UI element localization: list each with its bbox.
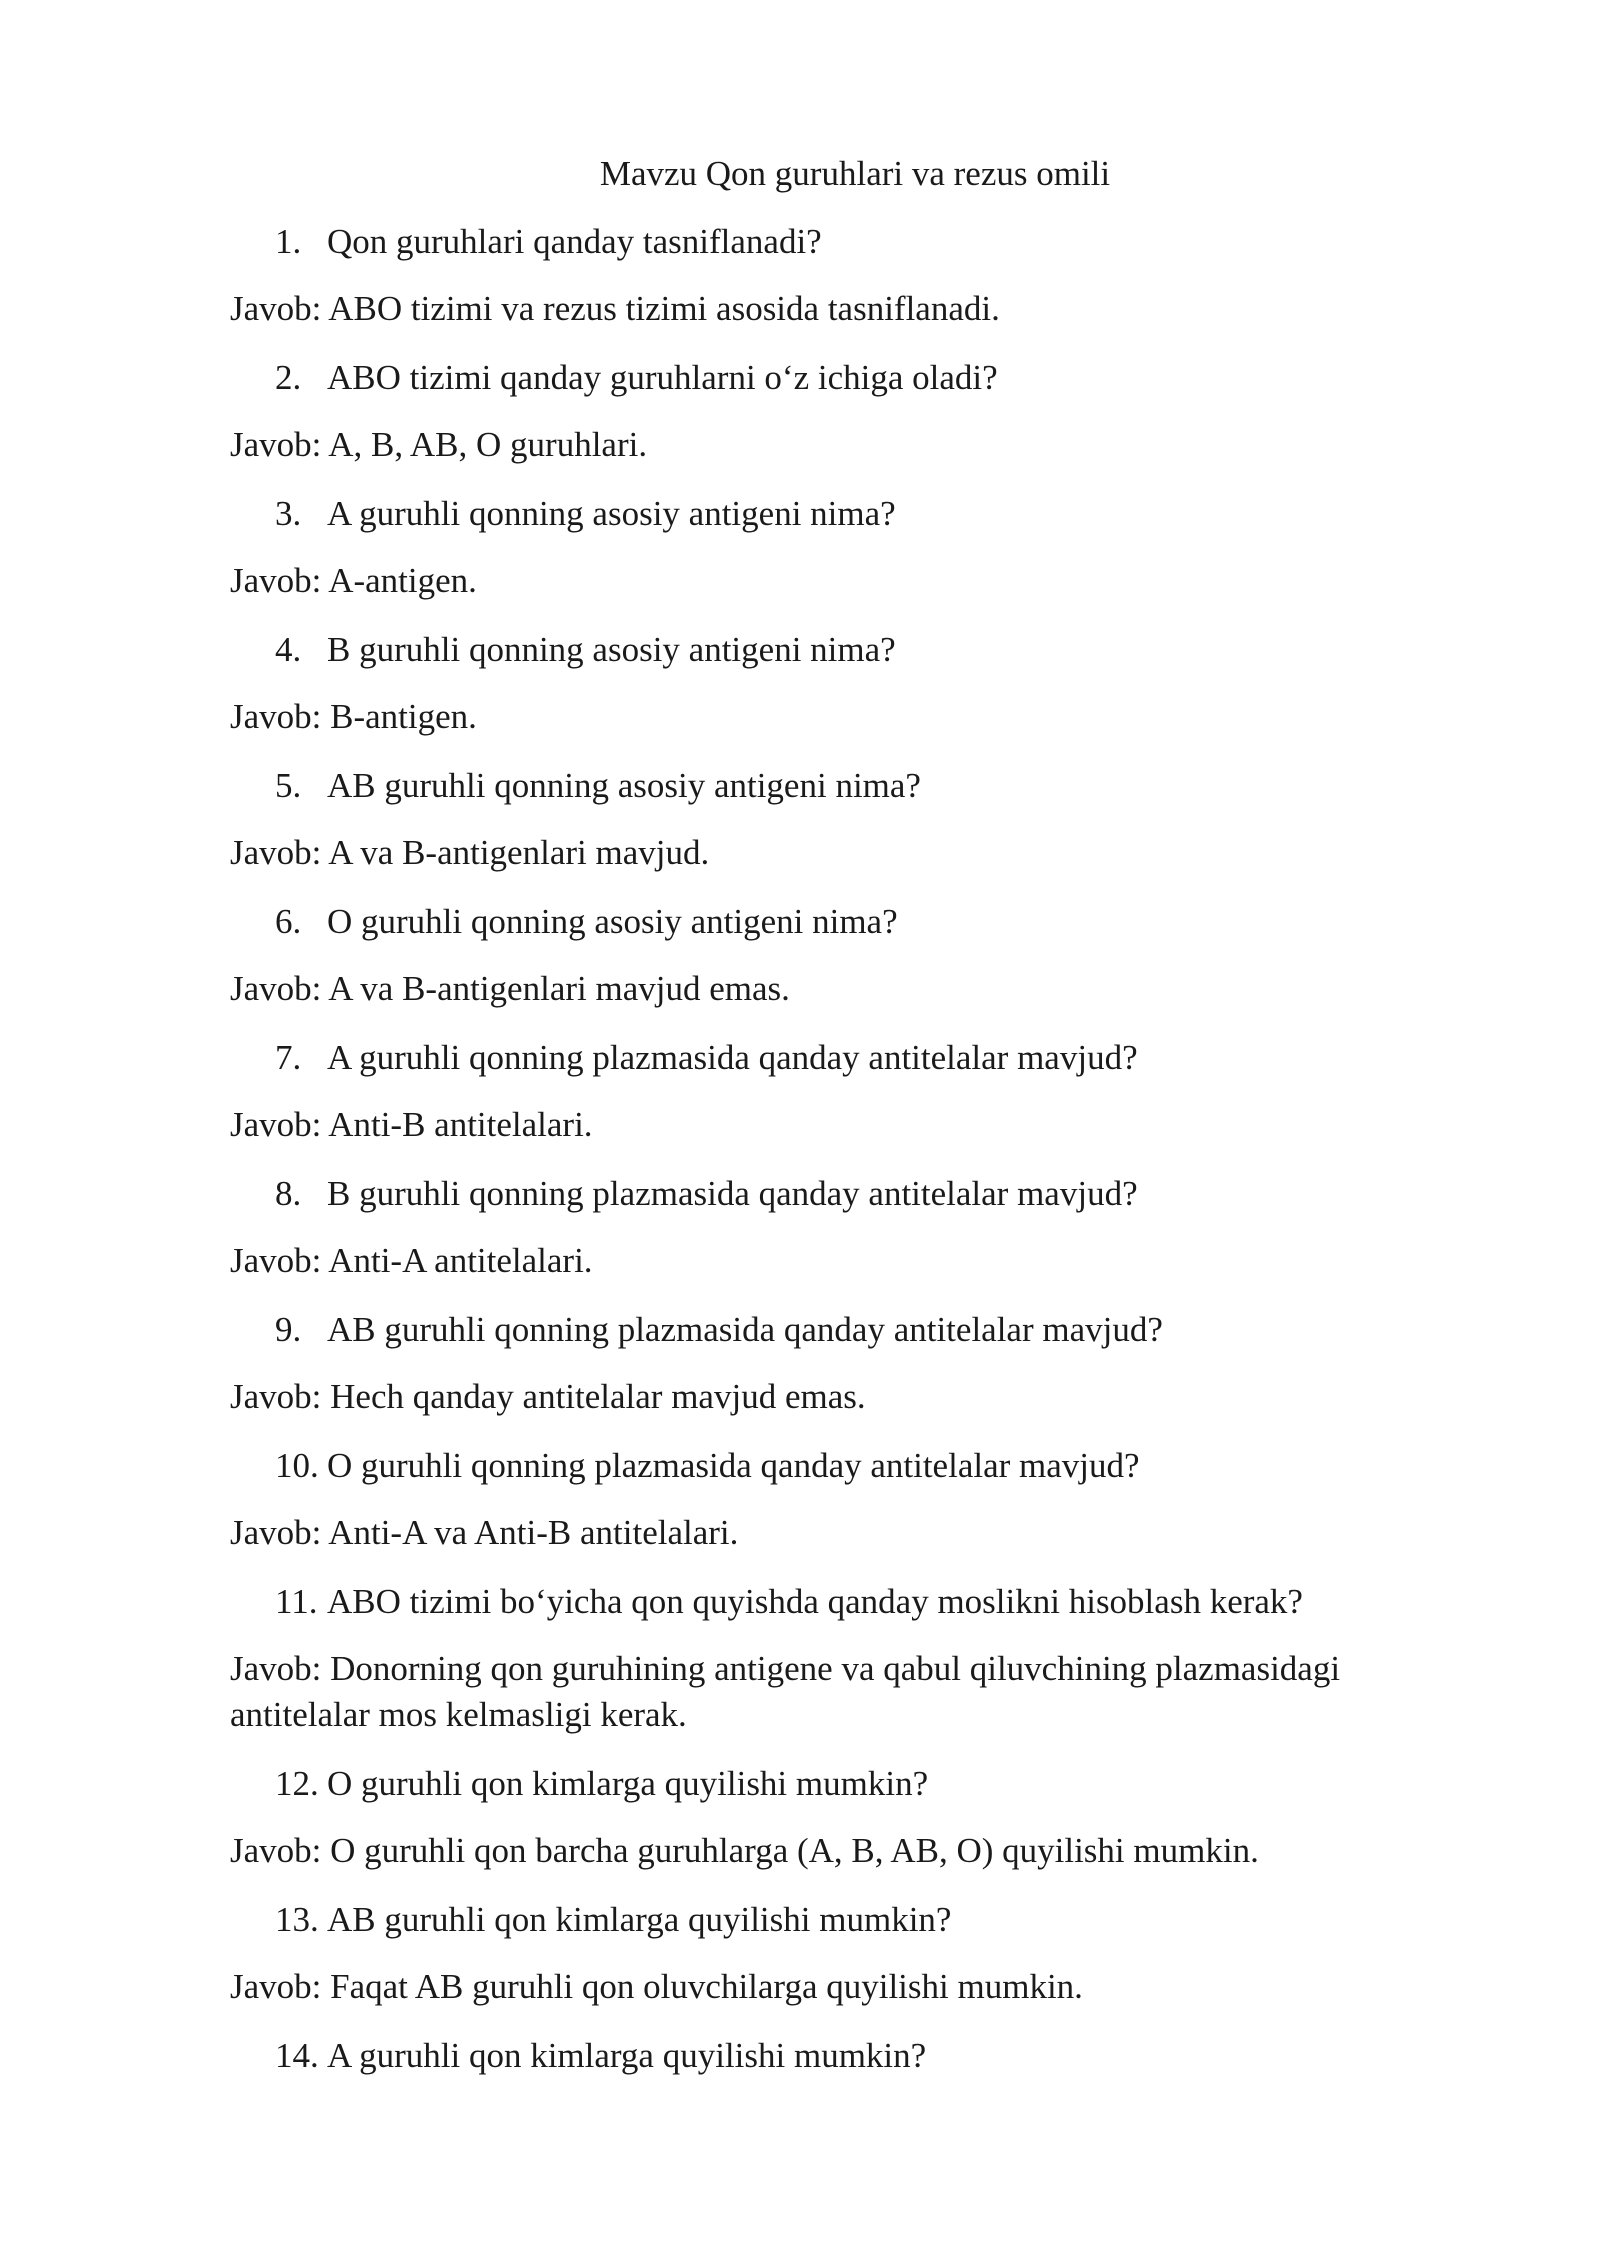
question-text: A guruhli qonning asosiy antigeni nima? — [327, 494, 896, 533]
question-item — [0, 1442, 1600, 1510]
question-text: ABO tizimi bo‘yicha qon quyishda qanday moslikni hisoblash kerak? — [327, 1582, 1303, 1621]
answer-text: Javob: O guruhli qon barcha guruhlarga (A, B, AB, O) quyilishi mumkin. — [230, 1831, 1259, 1870]
question-number: 3. — [275, 494, 302, 533]
question-item — [0, 490, 1600, 558]
question-number: 8. — [275, 1174, 302, 1213]
question-item — [0, 1306, 1600, 1374]
question-item — [0, 218, 1600, 286]
answer-text: Javob: B-antigen. — [230, 697, 477, 736]
question-item — [0, 354, 1600, 422]
question-text: B guruhli qonning plazmasida qanday antitelalar mavjud? — [327, 1174, 1138, 1213]
answer-text: Javob: A, B, AB, O guruhlari. — [230, 425, 648, 464]
question-item — [0, 1170, 1600, 1238]
question-number: 6. — [275, 902, 302, 941]
question-text: AB guruhli qon kimlarga quyilishi mumkin? — [327, 1900, 952, 1939]
question-number: 10. — [275, 1446, 319, 1485]
question-text: O guruhli qonning plazmasida qanday antitelalar mavjud? — [327, 1446, 1140, 1485]
question-number: 13. — [275, 1900, 319, 1939]
question-number: 12. — [275, 1764, 319, 1803]
question-text: O guruhli qonning asosiy antigeni nima? — [327, 902, 898, 941]
question-item — [0, 626, 1600, 694]
question-number: 4. — [275, 630, 302, 669]
question-number: 14. — [275, 2036, 319, 2075]
question-number: 9. — [275, 1310, 302, 1349]
question-number: 1. — [275, 222, 302, 261]
question-text: Qon guruhlari qanday tasniflanadi? — [327, 222, 822, 261]
question-text: AB guruhli qonning plazmasida qanday antitelalar mavjud? — [327, 1310, 1163, 1349]
question-text: ABO tizimi qanday guruhlarni o‘z ichiga oladi? — [327, 358, 998, 397]
qa-list — [0, 218, 1600, 2100]
answer-text: Javob: Hech qanday antitelalar mavjud emas. — [230, 1377, 866, 1416]
answer-text: Javob: ABO tizimi va rezus tizimi asosida tasniflanadi. — [230, 289, 1000, 328]
question-number: 7. — [275, 1038, 302, 1077]
answer-text: Javob: Anti-A antitelalari. — [230, 1241, 593, 1280]
answer-text: Javob: Donorning qon guruhining antigene va qabul qiluvchining plazmasidagi antitelalar mos kelmasligi kerak. — [230, 1649, 1341, 1734]
question-number: 11. — [275, 1582, 318, 1621]
question-item — [0, 1760, 1600, 1828]
answer-text: Javob: Faqat AB guruhli qon oluvchilarga quyilishi mumkin. — [230, 1967, 1083, 2006]
answer-text: Javob: Anti-A va Anti-B antitelalari. — [230, 1513, 739, 1552]
question-item — [0, 1578, 1600, 1646]
question-text: O guruhli qon kimlarga quyilishi mumkin? — [327, 1764, 929, 1803]
answer-text: Javob: A va B-antigenlari mavjud. — [230, 833, 710, 872]
document-title: Mavzu Qon guruhlari va rezus omili — [599, 154, 1111, 193]
question-text: A guruhli qonning plazmasida qanday antitelalar mavjud? — [327, 1038, 1138, 1077]
question-text: A guruhli qon kimlarga quyilishi mumkin? — [327, 2036, 927, 2075]
question-number: 5. — [275, 766, 302, 805]
answer-text: Javob: Anti-B antitelalari. — [230, 1105, 593, 1144]
question-item — [0, 1034, 1600, 1102]
answer-text: Javob: A-antigen. — [230, 561, 477, 600]
question-text: B guruhli qonning asosiy antigeni nima? — [327, 630, 896, 669]
question-text: AB guruhli qonning asosiy antigeni nima? — [327, 766, 921, 805]
question-item — [0, 762, 1600, 830]
question-item — [0, 1896, 1600, 1964]
question-item — [0, 898, 1600, 966]
question-item — [0, 2032, 1600, 2100]
answer-text: Javob: A va B-antigenlari mavjud emas. — [230, 969, 790, 1008]
question-number: 2. — [275, 358, 302, 397]
